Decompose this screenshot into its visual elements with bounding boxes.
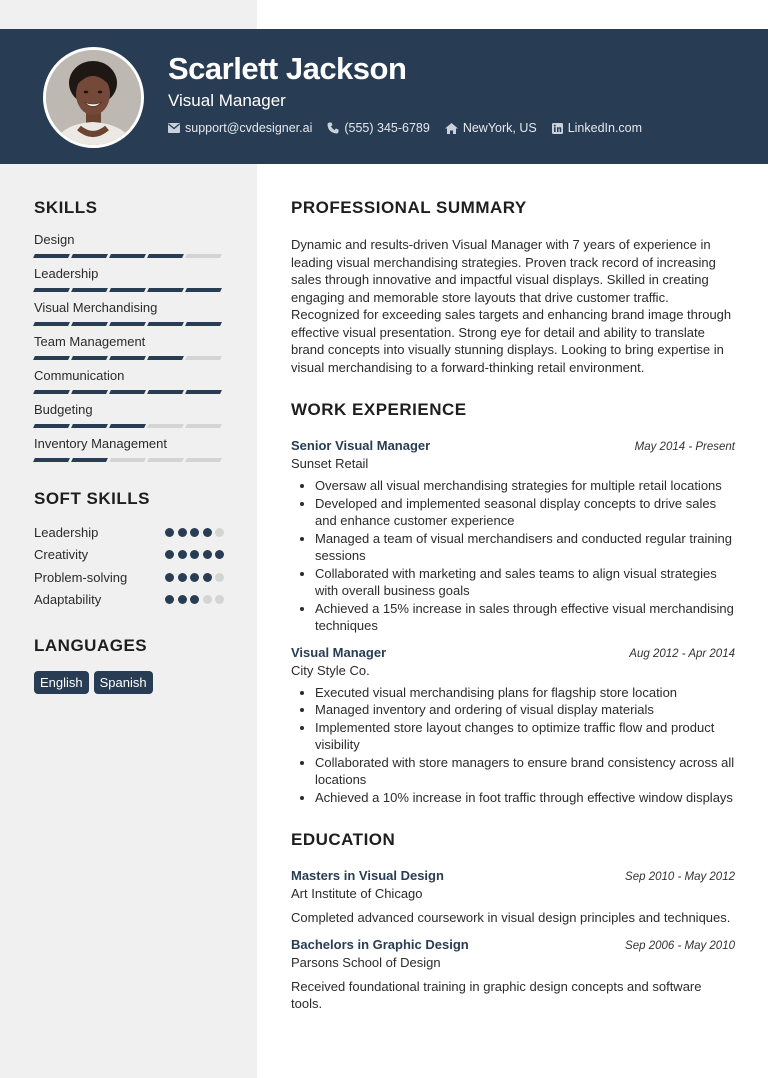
job-entry	[291, 645, 735, 807]
skill-level-segment	[109, 356, 146, 360]
soft-skill-name: Leadership	[34, 524, 99, 540]
skill-level-segment	[71, 424, 108, 428]
soft-skill-item	[34, 521, 224, 544]
contact-phone-text: (555) 345-6789	[344, 121, 430, 135]
contact-bar	[168, 121, 657, 135]
language-badge: English	[34, 671, 89, 694]
skill-item	[34, 232, 224, 258]
job-bullet: • Developed and implemented seasonal display concepts to drive sales and enhance customer experience	[315, 495, 735, 530]
education-entry	[291, 868, 735, 927]
soft-skill-rating	[162, 595, 225, 604]
skill-item	[34, 300, 224, 326]
skill-level-segment	[33, 458, 70, 462]
skill-level-bar	[34, 288, 224, 292]
skill-level-segment	[147, 288, 184, 292]
skill-level-bar	[34, 356, 224, 360]
degree-title: Bachelors in Graphic Design	[291, 936, 469, 952]
summary-heading: PROFESSIONAL SUMMARY	[291, 198, 527, 217]
contact-linkedin[interactable]	[552, 121, 642, 135]
job-bullet: • Collaborated with marketing and sales teams to align visual strategies with overall business goals	[315, 565, 735, 600]
skill-level-segment	[185, 288, 222, 292]
education-list	[291, 868, 735, 1013]
contact-email-text: support@cvdesigner.ai	[185, 121, 313, 135]
soft-skill-rating	[162, 573, 225, 582]
education-description: Received foundational training in graphic design concepts and software tools.	[291, 978, 702, 1011]
contact-phone[interactable]	[327, 121, 429, 135]
skills-heading: SKILLS	[34, 198, 98, 217]
soft-skill-rating	[162, 528, 225, 537]
skill-name: Design	[34, 232, 75, 247]
job-bullet: • Oversaw all visual merchandising strategies for multiple retail locations	[315, 477, 735, 495]
skill-level-segment	[147, 390, 184, 394]
soft-skill-item	[34, 544, 224, 567]
rating-dot	[215, 595, 224, 604]
soft-skill-item	[34, 566, 224, 589]
job-title: Visual Manager	[291, 644, 387, 660]
skill-item	[34, 436, 224, 462]
home-icon	[445, 123, 458, 134]
rating-dot	[203, 528, 212, 537]
experience-list	[291, 438, 735, 806]
skill-level-segment	[71, 288, 108, 292]
contact-location	[445, 121, 537, 135]
skill-level-segment	[185, 356, 222, 360]
skill-level-segment	[71, 254, 108, 258]
rating-dot	[203, 550, 212, 559]
skill-level-segment	[109, 288, 146, 292]
skill-level-segment	[33, 356, 70, 360]
skill-level-segment	[147, 458, 184, 462]
soft-skill-name: Adaptability	[34, 592, 102, 608]
skill-item	[34, 334, 224, 360]
skill-level-bar	[34, 390, 224, 394]
education-date: Sep 2010 - May 2012	[625, 871, 735, 883]
rating-dot	[178, 528, 187, 537]
skill-level-segment	[33, 288, 70, 292]
soft-skill-rating	[162, 550, 225, 559]
skill-level-segment	[33, 424, 70, 428]
email-icon	[168, 123, 180, 133]
rating-dot	[215, 573, 224, 582]
soft-skill-name: Problem-solving	[34, 569, 128, 585]
degree-title: Masters in Visual Design	[291, 868, 444, 883]
skill-level-segment	[71, 356, 108, 360]
education-date: Sep 2006 - May 2010	[625, 939, 735, 952]
rating-dot	[203, 595, 212, 604]
skill-level-segment	[185, 458, 222, 462]
skill-level-segment	[109, 254, 146, 258]
skill-level-segment	[147, 356, 184, 360]
job-bullet: • Implemented store layout changes to optimize traffic flow and product visibility	[315, 719, 735, 754]
phone-icon	[327, 122, 339, 134]
soft-skill-item	[34, 589, 224, 612]
rating-dot	[178, 550, 187, 559]
education-header	[291, 868, 735, 883]
skill-level-segment	[71, 390, 108, 394]
education-description: Completed advanced coursework in visual design principles and techniques.	[291, 910, 731, 925]
summary-text: Dynamic and results-driven Visual Manager with 7 years of experience in leading visual merchandising strategies. Proven track record of increasing sales through innovative and impactful visual displays. Skilled in creating engaging and memorable store layouts that drive customer traffic. Recognized for exceeding sales targets and enhancing brand image through effective visual presentation. Strong eye for detail and ability to translate brand concepts into visually stunning displays. Looking to bring expertise in visual merchandising to a forward-thinking retail environment.	[291, 237, 732, 375]
soft-skills-heading: SOFT SKILLS	[34, 489, 150, 508]
skill-name: Team Management	[34, 334, 146, 349]
skill-level-segment	[185, 390, 222, 394]
school-name: Parsons School of Design	[291, 954, 441, 970]
skill-name: Communication	[34, 368, 125, 383]
job-bullet: • Managed a team of visual merchandisers and conducted regular training sessions	[315, 530, 735, 565]
rating-dot	[190, 573, 199, 582]
rating-dot	[165, 528, 174, 537]
skill-level-segment	[185, 424, 222, 428]
job-bullet: • Collaborated with store managers to ensure brand consistency across all locations	[315, 754, 735, 789]
skill-level-segment	[33, 390, 70, 394]
job-entry	[291, 438, 735, 635]
rating-dot	[165, 550, 174, 559]
school-name: Art Institute of Chicago	[291, 886, 423, 901]
rating-dot	[165, 595, 174, 604]
contact-linkedin-text: LinkedIn.com	[567, 121, 643, 135]
education-header	[291, 937, 735, 952]
contact-location-text: NewYork, US	[462, 121, 537, 135]
candidate-title: Visual Manager	[168, 91, 286, 110]
skill-level-segment	[147, 254, 184, 258]
skill-level-segment	[147, 322, 184, 326]
skill-level-bar	[34, 254, 224, 258]
skill-level-segment	[71, 322, 108, 326]
skill-name: Visual Merchandising	[34, 300, 158, 315]
contact-email[interactable]	[168, 121, 312, 135]
job-bullets	[291, 477, 735, 635]
rating-dot	[190, 595, 199, 604]
skill-item	[34, 368, 224, 394]
candidate-name: Scarlett Jackson	[168, 51, 407, 86]
skill-level-segment	[33, 322, 70, 326]
experience-heading: WORK EXPERIENCE	[291, 400, 467, 419]
skill-level-segment	[185, 254, 222, 258]
job-bullet: • Achieved a 15% increase in sales through effective visual merchandising techniques	[315, 600, 735, 635]
job-date: Aug 2012 - Apr 2014	[629, 647, 735, 660]
job-company: City Style Co.	[291, 662, 370, 678]
job-header	[291, 645, 735, 660]
languages-heading: LANGUAGES	[34, 636, 148, 655]
rating-dot	[190, 550, 199, 559]
skill-level-segment	[185, 322, 222, 326]
language-badge: Spanish	[94, 671, 153, 694]
languages-list	[34, 671, 224, 694]
skill-name: Inventory Management	[34, 436, 167, 451]
avatar	[43, 47, 144, 148]
skill-item	[34, 266, 224, 292]
soft-skills-list	[34, 521, 224, 611]
skills-list	[34, 232, 224, 462]
soft-skill-name: Creativity	[34, 547, 89, 563]
rating-dot	[215, 550, 224, 559]
education-heading: EDUCATION	[291, 830, 396, 849]
rating-dot	[165, 573, 174, 582]
skill-level-segment	[71, 458, 108, 462]
skill-name: Leadership	[34, 266, 99, 281]
skill-level-bar	[34, 458, 224, 462]
skill-level-segment	[147, 424, 184, 428]
skill-level-bar	[34, 322, 224, 326]
education-entry	[291, 937, 735, 1013]
job-bullet: • Executed visual merchandising plans for flagship store location	[315, 684, 735, 702]
skill-level-segment	[33, 254, 70, 258]
skill-name: Budgeting	[34, 402, 93, 417]
job-bullet: • Managed inventory and ordering of visual display materials	[315, 701, 735, 719]
linkedin-icon	[552, 123, 563, 134]
skill-level-segment	[109, 458, 146, 462]
skill-item	[34, 402, 224, 428]
job-title: Senior Visual Manager	[291, 438, 431, 453]
resume-header	[0, 29, 768, 164]
job-date: May 2014 - Present	[634, 441, 735, 453]
skill-level-segment	[109, 424, 146, 428]
skill-level-segment	[109, 390, 146, 394]
job-bullets	[291, 684, 735, 807]
rating-dot	[190, 528, 199, 537]
job-bullet: • Achieved a 10% increase in foot traffic through effective window displays	[315, 789, 735, 807]
skill-level-bar	[34, 424, 224, 428]
main-content	[291, 198, 735, 1013]
job-company: Sunset Retail	[291, 456, 369, 471]
rating-dot	[178, 573, 187, 582]
rating-dot	[178, 595, 187, 604]
sidebar	[34, 198, 224, 694]
rating-dot	[203, 573, 212, 582]
rating-dot	[215, 528, 224, 537]
skill-level-segment	[109, 322, 146, 326]
job-header	[291, 438, 735, 453]
